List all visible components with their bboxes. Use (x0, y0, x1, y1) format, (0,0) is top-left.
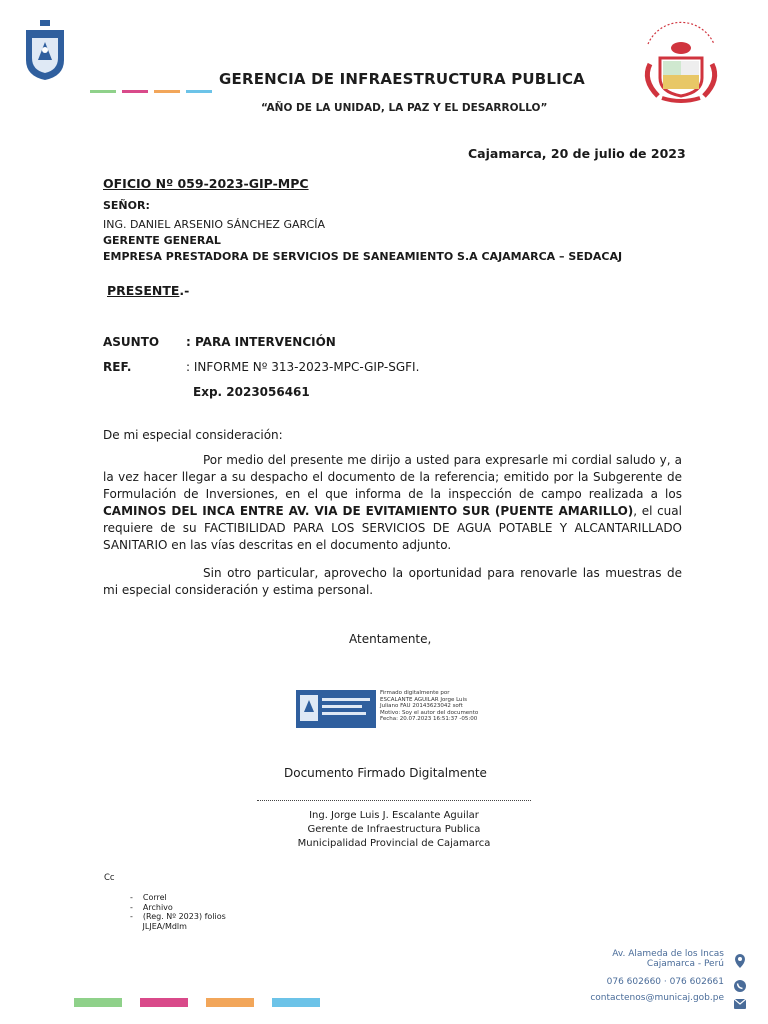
footer-color-bars (74, 998, 320, 1007)
body-p1-start: Por medio del presente me dirijo a usted para expresarle mi cordial saludo y, a la vez hacer llegar a su despacho el documento de la referencia; emitido por la Subgerente de Formulación de Inversiones, en el que informa de la inspección de campo realizada a los (103, 453, 682, 501)
digital-signature-meta (380, 690, 490, 723)
signer-name: Ing. Jorge Luis J. Escalante Aguilar (309, 810, 479, 821)
color-bar-green (90, 90, 116, 93)
color-bar-blue (186, 90, 212, 93)
page-title: GERENCIA DE INFRAESTRUCTURA PUBLICA (219, 70, 585, 88)
signer-block (257, 809, 531, 851)
cc-label: Cc (104, 873, 115, 883)
ref-value: : INFORME Nº 313-2023-MPC-GIP-SGFI. (186, 360, 420, 374)
cc-list (130, 893, 226, 931)
ref-label: REF. (103, 360, 132, 374)
contact-address (612, 949, 724, 969)
color-bar-pink (140, 998, 188, 1007)
cc-item: - Correl (130, 893, 167, 902)
header-color-bars (90, 90, 212, 93)
color-bar-green (74, 998, 122, 1007)
addressee-name: ING. DANIEL ARSENIO SÁNCHEZ GARCÍA (103, 218, 326, 231)
document-date: Cajamarca, 20 de julio de 2023 (468, 146, 686, 161)
contact-email[interactable]: contactenos@municaj.gob.pe (590, 993, 724, 1003)
color-bar-orange (154, 90, 180, 93)
cc-item: - Archivo (130, 902, 173, 912)
body-paragraph-2 (103, 565, 682, 599)
body-p2: Sin otro particular, aprovecho la oportunidad para renovarle las muestras de mi especial consideración y estima personal. (103, 566, 682, 597)
signature-meta-line: Motivo: Soy el autor del documento (380, 709, 479, 716)
digital-signature-badge (296, 690, 376, 728)
signature-meta-line: Fecha: 20.07.2023 16:51:37 -05:00 (380, 716, 478, 722)
contact-phones: 076 602660 · 076 602661 (606, 977, 724, 987)
greeting: De mi especial consideración: (103, 428, 283, 442)
color-bar-blue (272, 998, 320, 1007)
presente-suffix: .- (179, 283, 190, 298)
digital-signature-caption: Documento Firmado Digitalmente (284, 766, 487, 780)
closing: Atentamente, (349, 632, 432, 646)
cc-item-text: JLJEA/Mdlm (142, 921, 187, 931)
year-motto: “AÑO DE LA UNIDAD, LA PAZ Y EL DESARROLLO” (261, 102, 548, 114)
cc-item-text: (Reg. Nº 2023) folios (142, 912, 226, 921)
signature-meta-line: Juliano FAU 20143623042 soft (380, 703, 463, 709)
signer-role: Gerente de Infraestructura Publica (307, 824, 481, 835)
cc-item-text: Correl (142, 893, 167, 902)
exp-number: Exp. 2023056461 (193, 385, 310, 399)
signature-meta-line: ESCALANTE AGUILAR Jorge Luis (380, 696, 467, 703)
location-pin-icon (734, 953, 746, 972)
addressee-role: GERENTE GENERAL (103, 234, 221, 247)
body-p1-end: , el cual requiere de su FACTIBILIDAD PARA LOS SERVICIOS DE AGUA POTABLE Y ALCANTARILLADO SANITARIO en las vías descritas en el documento adjunto. (103, 504, 682, 552)
oficio-number: OFICIO Nº 059-2023-GIP-MPC (103, 176, 309, 191)
body-p1-bold: CAMINOS DEL INCA ENTRE AV. VIA DE EVITAMIENTO SUR (PUENTE AMARILLO) (103, 504, 634, 518)
signature-meta-line: Firmado digitalmente por (380, 690, 450, 696)
cc-item (130, 922, 226, 932)
addressee-salutation: SEÑOR: (103, 199, 150, 212)
email-icon (734, 994, 746, 1013)
color-bar-pink (122, 90, 148, 93)
signature-line (257, 800, 531, 801)
color-bar-orange (206, 998, 254, 1007)
peru-coat-of-arms-icon (636, 14, 726, 106)
presente-heading (107, 283, 189, 298)
signer-org: Municipalidad Provincial de Cajamarca (297, 838, 491, 849)
asunto-value: : PARA INTERVENCIÓN (186, 335, 336, 349)
address-line-1: Av. Alameda de los Incas (612, 949, 724, 959)
cc-item: - (Reg. Nº 2023) folios (130, 912, 226, 921)
addressee-company: EMPRESA PRESTADORA DE SERVICIOS DE SANEAMIENTO S.A CAJAMARCA – SEDACAJ (103, 250, 623, 263)
municipality-crest-icon (22, 20, 68, 82)
address-line-2: Cajamarca - Perú (646, 959, 724, 969)
presente-text: PRESENTE (107, 283, 180, 298)
asunto-label: ASUNTO (103, 335, 160, 349)
cc-item-text: Archivo (142, 902, 173, 912)
body-paragraph-1 (103, 452, 682, 554)
